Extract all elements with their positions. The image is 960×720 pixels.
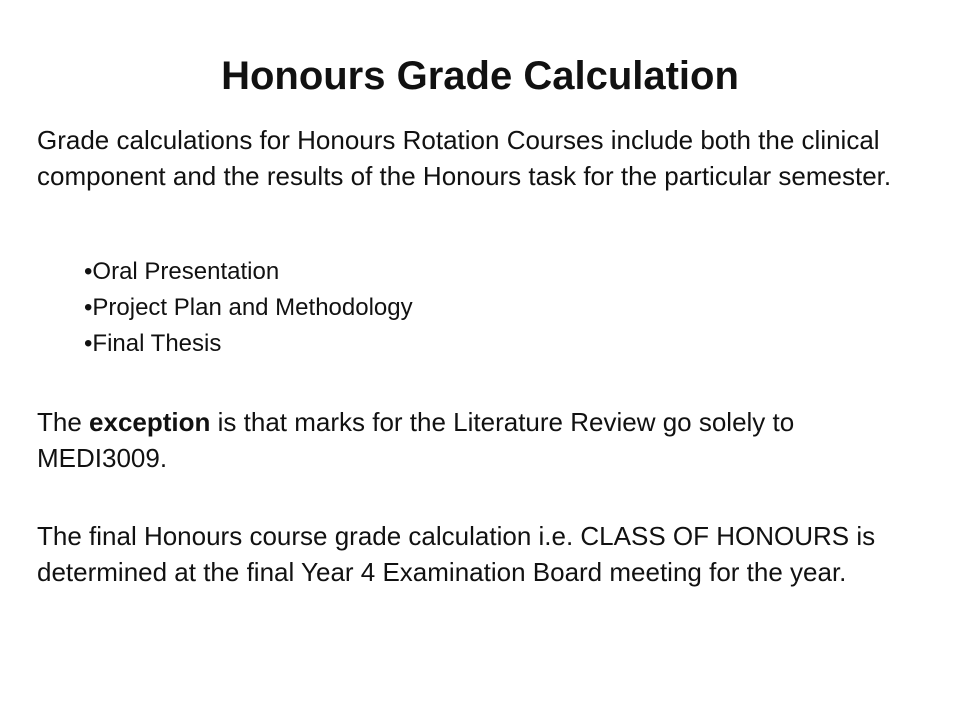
exception-text-before: The — [37, 407, 90, 437]
bullet-icon: • — [84, 294, 93, 321]
task-list — [84, 254, 413, 362]
exception-text-after: is that marks for the Literature Review go solely to MEDI3009. — [37, 407, 795, 473]
list-item-label: Project Plan and Methodology — [92, 294, 413, 321]
exception-paragraph — [37, 404, 927, 476]
bullet-icon: • — [84, 330, 93, 357]
exception-emphasis: exception — [89, 407, 211, 437]
list-item-label: Final Thesis — [92, 330, 222, 357]
slide-title: Honours Grade Calculation — [221, 54, 739, 98]
list-item — [84, 290, 413, 326]
list-item-label: Oral Presentation — [92, 258, 280, 285]
intro-paragraph: Grade calculations for Honours Rotation Courses include both the clinical component and the results of the Honours task for the particular semester. — [37, 125, 892, 191]
list-item — [84, 254, 413, 290]
list-item — [84, 326, 413, 362]
bullet-icon: • — [84, 258, 93, 285]
final-note-paragraph: The final Honours course grade calculation i.e. CLASS OF HONOURS is determined at the final Year 4 Examination Board meeting for the year. — [37, 521, 876, 587]
